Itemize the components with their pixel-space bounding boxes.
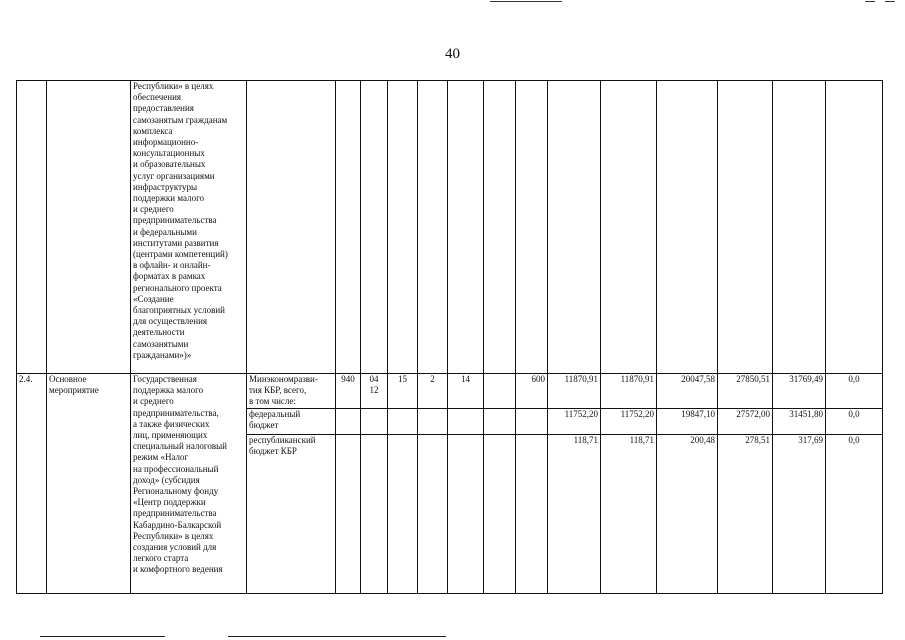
funding-value: 278,51 (718, 434, 773, 593)
cell-type (47, 81, 131, 374)
description-line: и среднего (133, 396, 174, 407)
description-line: (центрами компетенций) (133, 249, 228, 260)
funding-value: 27572,00 (718, 408, 773, 434)
table-row-2-4-total (17, 374, 883, 409)
description-line: в офлайн- и онлайн- (133, 260, 211, 271)
description-line: доход» (субсидия (133, 474, 200, 485)
funding-value: 200,48 (657, 434, 718, 593)
description-line: самозанятым гражданам (133, 114, 228, 125)
description-line: поддержки малого (133, 193, 205, 204)
cell-vr: 600 (516, 374, 548, 409)
funding-source: республиканский бюджет КБР (247, 434, 336, 593)
cell-executor (247, 81, 336, 374)
description-line: деятельности (133, 327, 185, 338)
description-line: и комфортного ведения (133, 564, 223, 575)
funding-value: 118,71 (601, 434, 657, 593)
description-line: гражданами»)» (133, 349, 192, 360)
description-line: для осуществления (133, 316, 208, 327)
rz-pr-line: 04 (369, 374, 379, 384)
cell-number (17, 81, 47, 374)
cell-cs2: 2 (418, 374, 448, 409)
cell-cs4 (484, 374, 516, 409)
row-type: Основное мероприятие (47, 374, 131, 594)
row-number: 2.4. (17, 374, 47, 594)
description-line: специальный налоговый (133, 441, 227, 452)
funding-value: 0,0 (826, 408, 883, 434)
description-line: инфраструктуры (133, 181, 197, 192)
description-line: информационно- (133, 137, 199, 148)
table-row-continued (17, 81, 883, 374)
description-line: создания условий для (133, 542, 217, 553)
funding-value: 31451,80 (773, 408, 826, 434)
cell-total-value: 27850,51 (718, 374, 773, 409)
cell-total-value: 11870,91 (548, 374, 601, 409)
executor-line: тия КБР, всего, (249, 385, 307, 396)
cell-total-value: 0,0 (826, 374, 883, 409)
description-line: институтами развития (133, 237, 219, 248)
description-line: и федеральными (133, 226, 197, 237)
description-line: легкого старта (133, 553, 189, 564)
scan-top-marks (480, 0, 905, 8)
description-line: форматах в рамках (133, 271, 206, 282)
description-line: а также физических (133, 418, 210, 429)
funding-value: 11752,20 (601, 408, 657, 434)
cell-grbs: 940 (336, 374, 361, 409)
funding-value: 11752,20 (548, 408, 601, 434)
description-line: на профессиональный (133, 463, 219, 474)
description-line: Кабардино-Балкарской (133, 519, 222, 530)
description-line: Государственная (133, 374, 197, 384)
funding-value: 118,71 (548, 434, 601, 593)
cell-description-continued (131, 81, 247, 374)
description-line: Республики» в целях (133, 81, 214, 91)
executor-line: Минэкономразви- (249, 374, 318, 384)
description-line: самозанятыми (133, 338, 189, 349)
description-line: предпринимательства, (133, 407, 219, 418)
cell-cs1: 15 (388, 374, 418, 409)
description-line: лиц, применяющих (133, 430, 208, 441)
row-executor (247, 374, 336, 409)
executor-line: в том числе: (249, 396, 296, 407)
cell-total-value: 31769,49 (773, 374, 826, 409)
description-line: и среднего (133, 204, 174, 215)
description-line: обеспечения (133, 92, 182, 103)
description-line: и образовательных (133, 159, 206, 170)
description-line: поддержка малого (133, 385, 204, 396)
description-line: регионального проекта (133, 282, 222, 293)
description-line: Региональному фонду (133, 486, 219, 497)
description-line: Республики» в целях (133, 530, 214, 541)
description-line: «Создание (133, 293, 174, 304)
budget-table (16, 80, 883, 594)
description-line: благоприятных условий (133, 305, 225, 316)
description-line: услуг организациями (133, 170, 215, 181)
cell-total-value: 20047,58 (657, 374, 718, 409)
description-line: режим «Налог (133, 452, 189, 463)
funding-value: 19847,10 (657, 408, 718, 434)
description-line: комплекса (133, 125, 173, 136)
funding-value: 317,69 (773, 434, 826, 593)
description-line: предоставления (133, 103, 194, 114)
cell-total-value: 11870,91 (601, 374, 657, 409)
description-line: консультационных (133, 148, 205, 159)
description-line: предпринимательства (133, 508, 217, 519)
funding-value: 0,0 (826, 434, 883, 593)
funding-source: федеральный бюджет (247, 408, 336, 434)
description-line: «Центр поддержки (133, 497, 206, 508)
cell-rz-pr (361, 374, 388, 409)
description-line: предпринимательства (133, 215, 217, 226)
cell-cs3: 14 (448, 374, 484, 409)
rz-pr-line: 12 (369, 385, 379, 396)
page-number: 40 (445, 46, 460, 62)
row-description (131, 374, 247, 594)
